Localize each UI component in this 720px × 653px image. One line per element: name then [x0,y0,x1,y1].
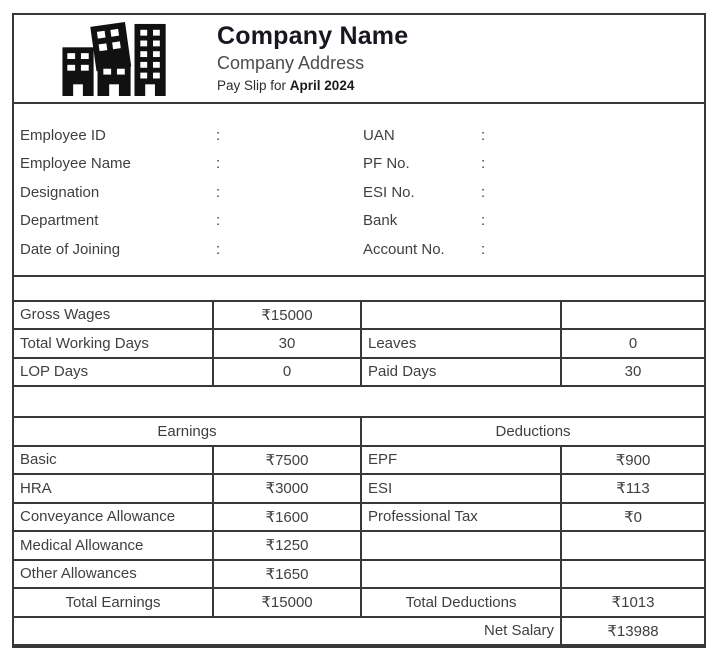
empty-cell [361,531,561,560]
bank-label: Bank [363,212,398,230]
totals-row [14,588,704,617]
payslip-prefix: Pay Slip for [217,77,287,93]
table-row [14,531,704,560]
designation-label: Designation [20,183,100,201]
empty-cell [361,560,561,589]
net-salary-label: Net Salary [14,617,561,646]
other-allowances-label: Other Allowances [14,560,213,589]
total-working-days-value: 30 [213,329,361,358]
medical-allowance-value: ₹1250 [213,531,361,560]
esi-label: ESI [361,474,561,503]
hra-value: ₹3000 [213,474,361,503]
basic-value: ₹7500 [213,446,361,475]
date-of-joining-row [14,235,361,264]
employee-info-section [14,104,704,277]
table-row [14,329,704,358]
payslip-period: April 2024 [289,77,355,93]
separator-colon: : [216,126,221,144]
payslip-header [14,15,704,104]
wages-summary-table [14,300,704,388]
total-earnings-value: ₹15000 [213,588,361,617]
table-row [14,503,704,532]
account-no-row [361,235,704,264]
table-row [14,358,704,387]
leaves-value: 0 [561,329,704,358]
separator-colon: : [216,212,221,230]
conveyance-allowance-value: ₹1600 [213,503,361,532]
uan-label: UAN [363,126,395,144]
total-working-days-label: Total Working Days [14,329,213,358]
medical-allowance-label: Medical Allowance [14,531,213,560]
table-row [14,301,704,330]
net-salary-value: ₹13988 [561,617,704,646]
payslip-document [12,13,706,648]
net-salary-row [14,617,704,646]
separator-colon: : [216,183,221,201]
employee-id-row [14,121,361,150]
esi-no-row [361,178,704,207]
payslip-period-line [217,79,408,94]
section-spacer [14,387,704,416]
employee-name-row [14,150,361,179]
separator-colon: : [216,240,221,258]
earnings-deductions-table [14,416,704,646]
total-deductions-value: ₹1013 [561,588,704,617]
epf-value: ₹900 [561,446,704,475]
employee-id-label: Employee ID [20,126,106,144]
employee-name-label: Employee Name [20,155,131,173]
empty-cell [361,301,561,330]
section-spacer [14,277,704,300]
earnings-header: Earnings [14,417,361,446]
lop-days-value: 0 [213,358,361,387]
company-address: Company Address [217,52,365,73]
table-header-row [14,417,704,446]
gross-wages-label: Gross Wages [14,301,213,330]
employee-info-right-column [361,121,704,264]
conveyance-allowance-label: Conveyance Allowance [14,503,213,532]
gross-wages-value: ₹15000 [213,301,361,330]
esi-no-label: ESI No. [363,183,415,201]
deductions-header: Deductions [361,417,704,446]
professional-tax-label: Professional Tax [361,503,561,532]
table-row [14,446,704,475]
table-row [14,560,704,589]
esi-value: ₹113 [561,474,704,503]
date-of-joining-label: Date of Joining [20,240,121,258]
bank-row [361,207,704,236]
table-row [14,474,704,503]
department-row [14,207,361,236]
paid-days-label: Paid Days [361,358,561,387]
separator-colon: : [481,240,486,258]
account-no-label: Account No. [363,240,445,258]
empty-cell [561,531,704,560]
basic-label: Basic [14,446,213,475]
empty-cell [561,560,704,589]
other-allowances-value: ₹1650 [213,560,361,589]
leaves-label: Leaves [361,329,561,358]
pf-no-row [361,150,704,179]
total-earnings-label: Total Earnings [14,588,213,617]
paid-days-value: 30 [561,358,704,387]
separator-colon: : [481,183,486,201]
separator-colon: : [216,155,221,173]
separator-colon: : [481,126,486,144]
total-deductions-label: Total Deductions [361,588,561,617]
epf-label: EPF [361,446,561,475]
buildings-icon [62,22,170,96]
hra-label: HRA [14,474,213,503]
designation-row [14,178,361,207]
uan-row [361,121,704,150]
department-label: Department [20,212,99,230]
separator-colon: : [481,212,486,230]
company-name: Company Name [217,22,409,51]
company-logo [14,22,217,96]
pf-no-label: PF No. [363,155,410,173]
separator-colon: : [481,155,486,173]
employee-info-left-column [14,121,361,264]
professional-tax-value: ₹0 [561,503,704,532]
lop-days-label: LOP Days [14,358,213,387]
empty-cell [561,301,704,330]
